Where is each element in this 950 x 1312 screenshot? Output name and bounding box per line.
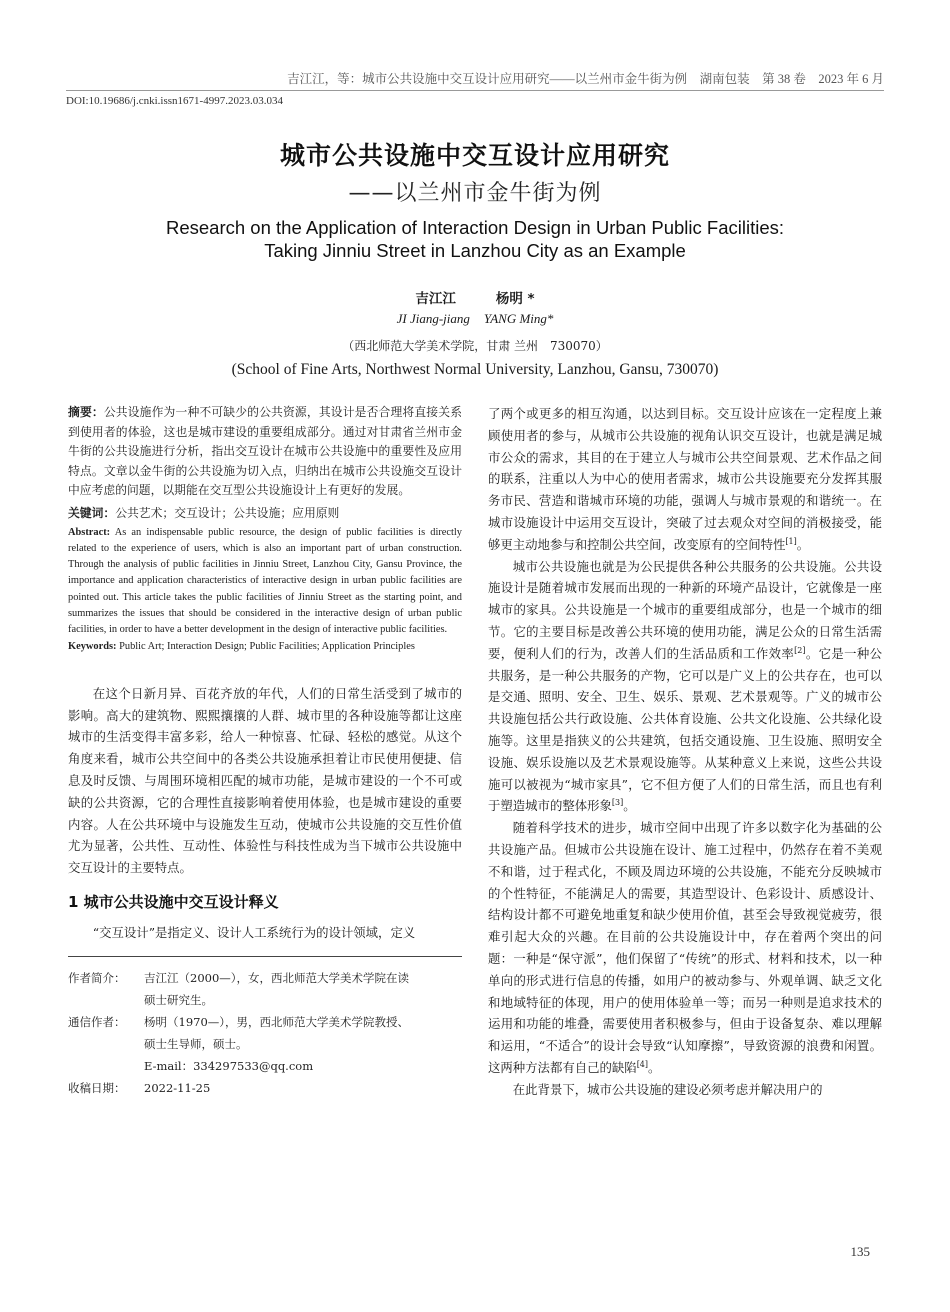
paragraph-text: 随着科学技术的进步，城市空间中出现了许多以数字化为基础的公共设施产品。但城市公共设施在设计、施工过程中，仍然存在着不美观不和谐，过于程式化，不顾及周边环境的公共设施，不能充分反映城市的个性特征，不能满足人的需要，其造型设计、色彩设计、质感设计、结构设计都不可避免地重复和缺少使用价值，甚至会导致视觉疲劳，很难引起大众的兴趣。在目前的公共设施设计中，存在着两个突出的问题：一种是“保守派”，他们保留了“传统”的形式、材料和技术，以一种单向的形式进行信息的传播，如用户的被动参与、外观单调、缺乏文化和地域特征的体现，用户的使用体验单一等；而另一种则是追求技术的运用和功能的堆叠，需要使用者积极参与，但由于设备复杂、难以理解和运用，“不适合”的设计会导致“认知摩擦”，导致资源的浪费和闲置。这两种方法都有自己的缺陷: [488, 820, 882, 1075]
author-1-zh: 吉江江: [415, 291, 456, 307]
authors-en: [0, 311, 950, 327]
right-paragraph-1: 了两个或更多的相互沟通，以达到目标。交互设计应该在一定程度上兼顾使用者的参与，从城市公共设施的视角认识交互设计，也就是满足城市公众的需求，其目的在于建立人与城市公共空间景观、艺术作品之间的联系，注重以人为中心的使用者需求，城市公共设施要充分发挥其服务市民、营造和谐城市环境的功能，强调人与城市景观的和谐统一。在城市设施设计中运用交互设计，突破了过去观众对空间的消极接受，能够更主动地参与和控制公共空间，改变原有的空间特性[1]。: [488, 406, 882, 552]
keywords-en: [68, 639, 462, 655]
footnotes: [68, 967, 462, 1099]
abstract-zh: [68, 403, 462, 501]
citation-ref: [1]: [785, 536, 797, 546]
footnote-line: 杨明（1970—），男，西北师范大学美术学院教授、: [144, 1014, 410, 1029]
affiliation-en: (School of Fine Arts, Northwest Normal University, Lanzhou, Gansu, 730070): [231, 361, 719, 378]
footnote-line: 吉江江（2000—），女，西北师范大学美术学院在读: [144, 970, 410, 985]
left-column: [68, 403, 462, 1099]
keywords-en-label: Keywords:: [68, 640, 117, 652]
paragraph-text: 了两个或更多的相互沟通，以达到目标。交互设计应该在一定程度上兼顾使用者的参与，从城市公共设施的视角认识交互设计，也就是满足城市公众的需求，其目的在于建立人与城市公共空间景观、艺术作品之间的联系，注重以人为中心的使用者需求，城市公共设施要充分发挥其服务市民、营造和谐城市环境的功能，强调人与城市景观的和谐统一。在城市设施设计中运用交互设计，突破了过去观众对空间的消极接受，能够更主动地参与和控制公共空间，改变原有的空间特性: [488, 406, 882, 552]
keywords-zh: [68, 503, 462, 523]
paragraph-text: 。它是一种公共服务，是一种公共服务的产物，它可以是广义上的公共存在，也可以是交通、照明、安全、卫生、娱乐、景观、艺术景观等。广义的城市公共设施包括公共行政设施、公共体育设施、公共文化设施、公共绿化设施等。这里是指狭义的公共建筑，包括交通设施、卫生设施、照明安全设施、娱乐设施以及艺术景观设施等。从某种意义上来说，这些公共设施可以被视为“城市家具”，它不但方便了人们的日常生活，而且也有利于塑造城市的整体形象: [488, 645, 883, 814]
footnote-author-bio: [68, 967, 462, 1011]
page-subtitle-zh: ——以兰州市金牛街为例: [348, 181, 602, 206]
citation-ref: [4]: [636, 1059, 649, 1069]
page-title-en: [0, 216, 950, 262]
footnote-rule: [68, 956, 462, 957]
abstract-zh-text: 公共设施作为一种不可缺少的公共资源，其设计是否合理将直接关系到使用者的体验，这也是城市建设的重要组成部分。通过对甘肃省兰州市金牛街的公共设施进行分析，指出交互设计在城市公共设施中的重要性及应用特点。文章以金牛街的公共设施为切入点，归纳出在城市公共设施交互设计中应考虑的问题，以期能在交互型公共设施设计上有更好的发展。: [68, 405, 462, 497]
abstract-en: [68, 525, 462, 639]
right-column: [488, 403, 882, 1101]
footnote-label: 通信作者：: [68, 1014, 126, 1029]
author-2-zh: 杨明 *: [495, 291, 535, 307]
section-1-paragraph: “交互设计”是指定义、设计人工系统行为的设计领域，定义: [92, 925, 416, 941]
keywords-en-text: Public Art; Interaction Design; Public Facilities; Application Principles: [119, 640, 415, 652]
footnote-label: 作者简介：: [68, 970, 126, 985]
page-title-zh: 城市公共设施中交互设计应用研究: [279, 141, 670, 170]
abstract-en-text: As an indispensable public resource, the design of public facilities is directly related to the experience of users, which is also an important part of urban construction. Through the analysis of public facilities in Jinniu Street, Lanzhou City, Gansu Province, the importance and application characteristics of interactive design in urban public facilities are pointed out. This article takes the public facilities of Jinniu Street as the starting point, and summarizes the issues that should be considered in the interactive design of urban public facilities, in order to have a better development in the design of interactive public facilities.: [68, 526, 463, 636]
abstract-en-label: Abstract:: [68, 526, 111, 538]
affiliation-zh: （西北师范大学美术学院，甘肃 兰州 730070）: [342, 339, 608, 353]
intro-paragraph: 在这个日新月异、百花齐放的年代，人们的日常生活受到了城市的影响。高大的建筑物、熙熙攘攘的人群、城市里的各种设施等都让这座城市的生活变得丰富多彩，给人一种惊喜、忙碌、轻松的感觉。从这个角度来看，城市公共空间中的各类公共设施承担着让市民使用便捷、信息及时反馈、与周围环境相匹配的城市功能，是城市建设的一个不可或缺的公共资源，它的合理性直接影响着使用体验，也是城市建设的重要内容。人在公共环境中与设施发生互动，使城市公共设施的交互性价值尤为显著，公共性、互动性、体验性与科技性成为当下城市公共设施中交互设计的主要特点。: [68, 685, 462, 876]
keywords-zh-text: 公共艺术；交互设计；公共设施；应用原则: [115, 505, 340, 520]
running-head: 吉江江，等：城市公共设施中交互设计应用研究——以兰州市金牛街为例 湖南包装 第 38 卷 2023 年 6 月: [287, 72, 884, 86]
footnote-email: E-mail：334297533@qq.com: [144, 1058, 314, 1073]
abstract-zh-label: 摘要：: [68, 405, 104, 419]
page-number: 135: [850, 1244, 870, 1259]
right-paragraph-2: 城市公共设施也就是为公民提供各种公共服务的公共设施。公共设施设计是随着城市发展而出现的一种新的环境产品设计，它就像是一座城市的家具。公共设施是一个城市的重要组成部分，也是一个城市的细节。它的主要目标是改善公共环境的使用功能，满足公众的日常生活需要，便利人们的行为，改善人们的生活品质和工作效率[2]。它是一种公共服务，是一种公共服务的产物，它可以是广义上的公共存在，也可以是交通、照明、安全、卫生、娱乐、景观、艺术景观等。广义的城市公共设施包括公共行政设施、公共体育设施、公共文化设施、公共绿化设施等。这里是指狭义的公共建筑，包括交通设施、卫生设施、照明安全设施、娱乐设施以及艺术景观设施等。从某种意义上来说，这些公共设施可以被视为“城市家具”，它不但方便了人们的日常生活，而且也有利于塑造城市的整体形象[3]。: [488, 558, 883, 814]
footnote-corresponding-author: [68, 1011, 462, 1077]
header-rule: [66, 90, 884, 91]
paragraph-text: 城市公共设施也就是为公民提供各种公共服务的公共设施。公共设施设计是随着城市发展而出现的一种新的环境产品设计，它就像是一座城市的家具。公共设施是一个城市的重要组成部分，也是一个城市的细节。它的主要目标是改善公共环境的使用功能，满足公众的日常生活需要，便利人们的行为，改善人们的生活品质和工作效率: [488, 558, 882, 661]
citation-ref: [3]: [611, 798, 624, 808]
authors-zh: [0, 287, 950, 307]
right-paragraph-3: 随着科学技术的进步，城市空间中出现了许多以数字化为基础的公共设施产品。但城市公共设施在设计、施工过程中，仍然存在着不美观不和谐，过于程式化，不顾及周边环境的公共设施，不能充分反映城市的个性特征，不能满足人的需要，其造型设计、色彩设计、质感设计、结构设计都不可避免地重复和缺少使用价值，甚至会导致视觉疲劳，很难引起大众的兴趣。在目前的公共设施设计中，存在着两个突出的问题：一种是“保守派”，他们保留了“传统”的形式、材料和技术，以一种单向的形式进行信息的传播，如用户的被动参与、外观单调、缺乏文化和地域特征的体现，用户的使用体验单一等；而另一种则是追求技术的运用和功能的堆叠，需要使用者积极参与，但由于设备复杂、难以理解和运用，“不适合”的设计会导致“认知摩擦”，导致资源的浪费和闲置。这两种方法都有自己的缺陷[4]。: [488, 820, 882, 1075]
author-2-en: YANG Ming*: [483, 311, 554, 326]
footnote-line: 2022-11-25: [144, 1080, 211, 1095]
right-paragraph-4: 在此背景下，城市公共设施的建设必须考虑并解决用户的: [512, 1081, 823, 1097]
footnote-line: 硕士研究生。: [144, 992, 213, 1007]
footnote-received-date: [68, 1077, 462, 1099]
author-1-en: JI Jiang-jiang: [396, 311, 470, 326]
citation-ref: [2]: [794, 645, 806, 655]
title-en-line-2: Taking Jinniu Street in Lanzhou City as an Example: [264, 240, 686, 261]
title-en-line-1: Research on the Application of Interaction Design in Urban Public Facilities:: [165, 217, 785, 238]
footnote-label: 收稿日期：: [68, 1080, 126, 1095]
keywords-zh-label: 关键词：: [68, 505, 116, 520]
footnote-line: 硕士生导师，硕士。: [144, 1036, 248, 1051]
section-1-heading: 1 城市公共设施中交互设计释义: [68, 893, 279, 912]
doi: DOI:10.19686/j.cnki.issn1671-4997.2023.03.034: [66, 95, 283, 107]
